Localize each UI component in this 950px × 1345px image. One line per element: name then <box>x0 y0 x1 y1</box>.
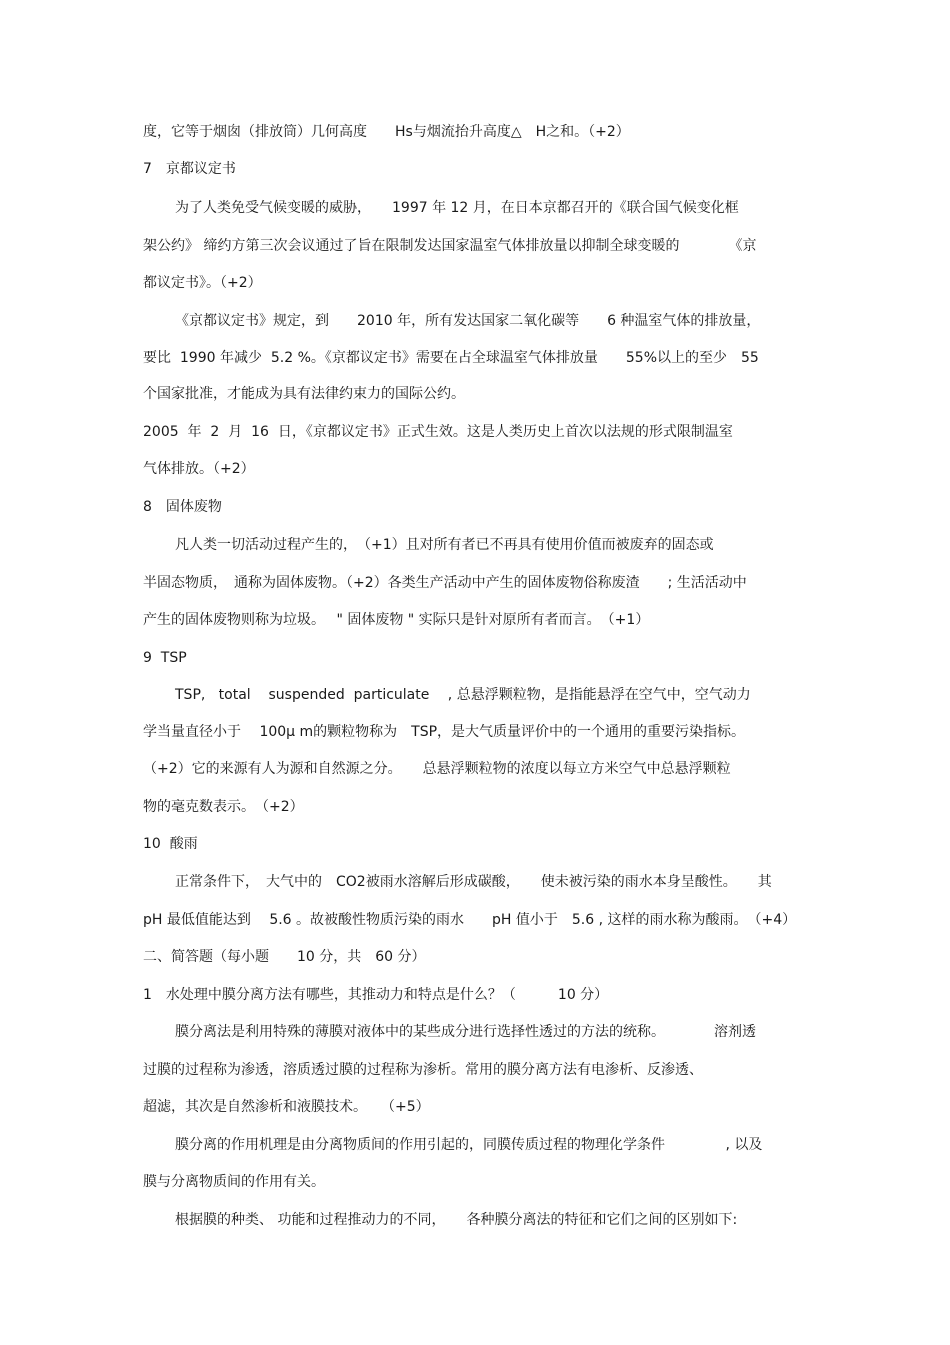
paragraph-line: 膜分离法是利用特殊的薄膜对液体中的某些成分进行选择性透过的方法的统称。 溶剂透 <box>175 1024 756 1040</box>
section-heading-acid-rain: 10 酸雨 <box>143 836 198 852</box>
question-heading: 1 水处理中膜分离方法有哪些，其推动力和特点是什么？（ 10 分） <box>143 987 609 1003</box>
paragraph-line: 学当量直径小于 100μ m的颗粒物称为 TSP，是大气质量评价中的一个通用的重要污染指标。 <box>143 724 746 740</box>
paragraph-line: 超滤，其次是自然渗析和液膜技术。 （+5） <box>143 1099 430 1115</box>
text-line: 度，它等于烟囱（排放筒）几何高度 Hs与烟流抬升高度△ H之和。（+2） <box>143 124 630 140</box>
paragraph-line: 2005 年 2 月 16 日，《京都议定书》正式生效。这是人类历史上首次以法规的形式限制温室 <box>143 424 733 440</box>
paragraph-line: （+2）它的来源有人为源和自然源之分。 总悬浮颗粒物的浓度以每立方米空气中总悬浮颗粒 <box>143 761 731 777</box>
paragraph-line: 为了人类免受气候变暖的威胁， 1997 年 12 月，在日本京都召开的《联合国气候变化框 <box>175 200 739 216</box>
paragraph-line: 《京都议定书》规定，到 2010 年，所有发达国家二氧化碳等 6 种温室气体的排放量， <box>175 313 761 329</box>
paragraph-line: 过膜的过程称为渗透，溶质透过膜的过程称为渗析。常用的膜分离方法有电渗析、反渗透、 <box>143 1062 703 1078</box>
paragraph-line: 凡人类一切活动过程产生的， （+1）且对所有者已不再具有使用价值而被废弃的固态或 <box>175 537 714 553</box>
paragraph-line: 膜分离的作用机理是由分离物质间的作用引起的，同膜传质过程的物理化学条件 , 以及 <box>175 1137 763 1153</box>
paragraph-line: 物的毫克数表示。 （+2） <box>143 799 304 815</box>
section-heading-short-answer: 二、简答题（每小题 10 分，共 60 分） <box>143 949 426 965</box>
paragraph-line: 要比 1990 年减少 5.2 %。《京都议定书》需要在占全球温室气体排放量 55%以上的至少 55 <box>143 350 759 366</box>
paragraph-line: 产生的固体废物则称为垃圾。 " 固体废物 " 实际只是针对原所有者而言。 （+1） <box>143 612 650 628</box>
paragraph-line: pH 最低值能达到 5.6 。故被酸性物质污染的雨水 pH 值小于 5.6 , 这样的雨水称为酸雨。 （+4） <box>143 912 797 928</box>
section-heading-kyoto-protocol: 7 京都议定书 <box>143 161 236 177</box>
section-heading-solid-waste: 8 固体废物 <box>143 499 222 515</box>
paragraph-line: 膜与分离物质间的作用有关。 <box>143 1174 325 1190</box>
paragraph-line: 根据膜的种类、 功能和过程推动力的不同， 各种膜分离法的特征和它们之间的区别如下: <box>175 1212 738 1228</box>
paragraph-line: 气体排放。（+2） <box>143 461 255 477</box>
paragraph-line: 半固态物质， 通称为固体废物。（+2）各类生产活动中产生的固体废物俗称废渣 ; 生活活动中 <box>143 575 747 591</box>
paragraph-line: TSP, total suspended particulate , 总悬浮颗粒物，是指能悬浮在空气中，空气动力 <box>175 687 751 703</box>
paragraph-line: 架公约》 缔约方第三次会议通过了旨在限制发达国家温室气体排放量以抑制全球变暖的 《京 <box>143 238 757 254</box>
paragraph-line: 个国家批准，才能成为具有法律约束力的国际公约。 <box>143 386 465 402</box>
paragraph-line: 都议定书》。（+2） <box>143 275 262 291</box>
section-heading-tsp: 9 TSP <box>143 650 187 666</box>
paragraph-line: 正常条件下， 大气中的 CO2被雨水溶解后形成碳酸， 使未被污染的雨水本身呈酸性。 其 <box>175 874 772 890</box>
